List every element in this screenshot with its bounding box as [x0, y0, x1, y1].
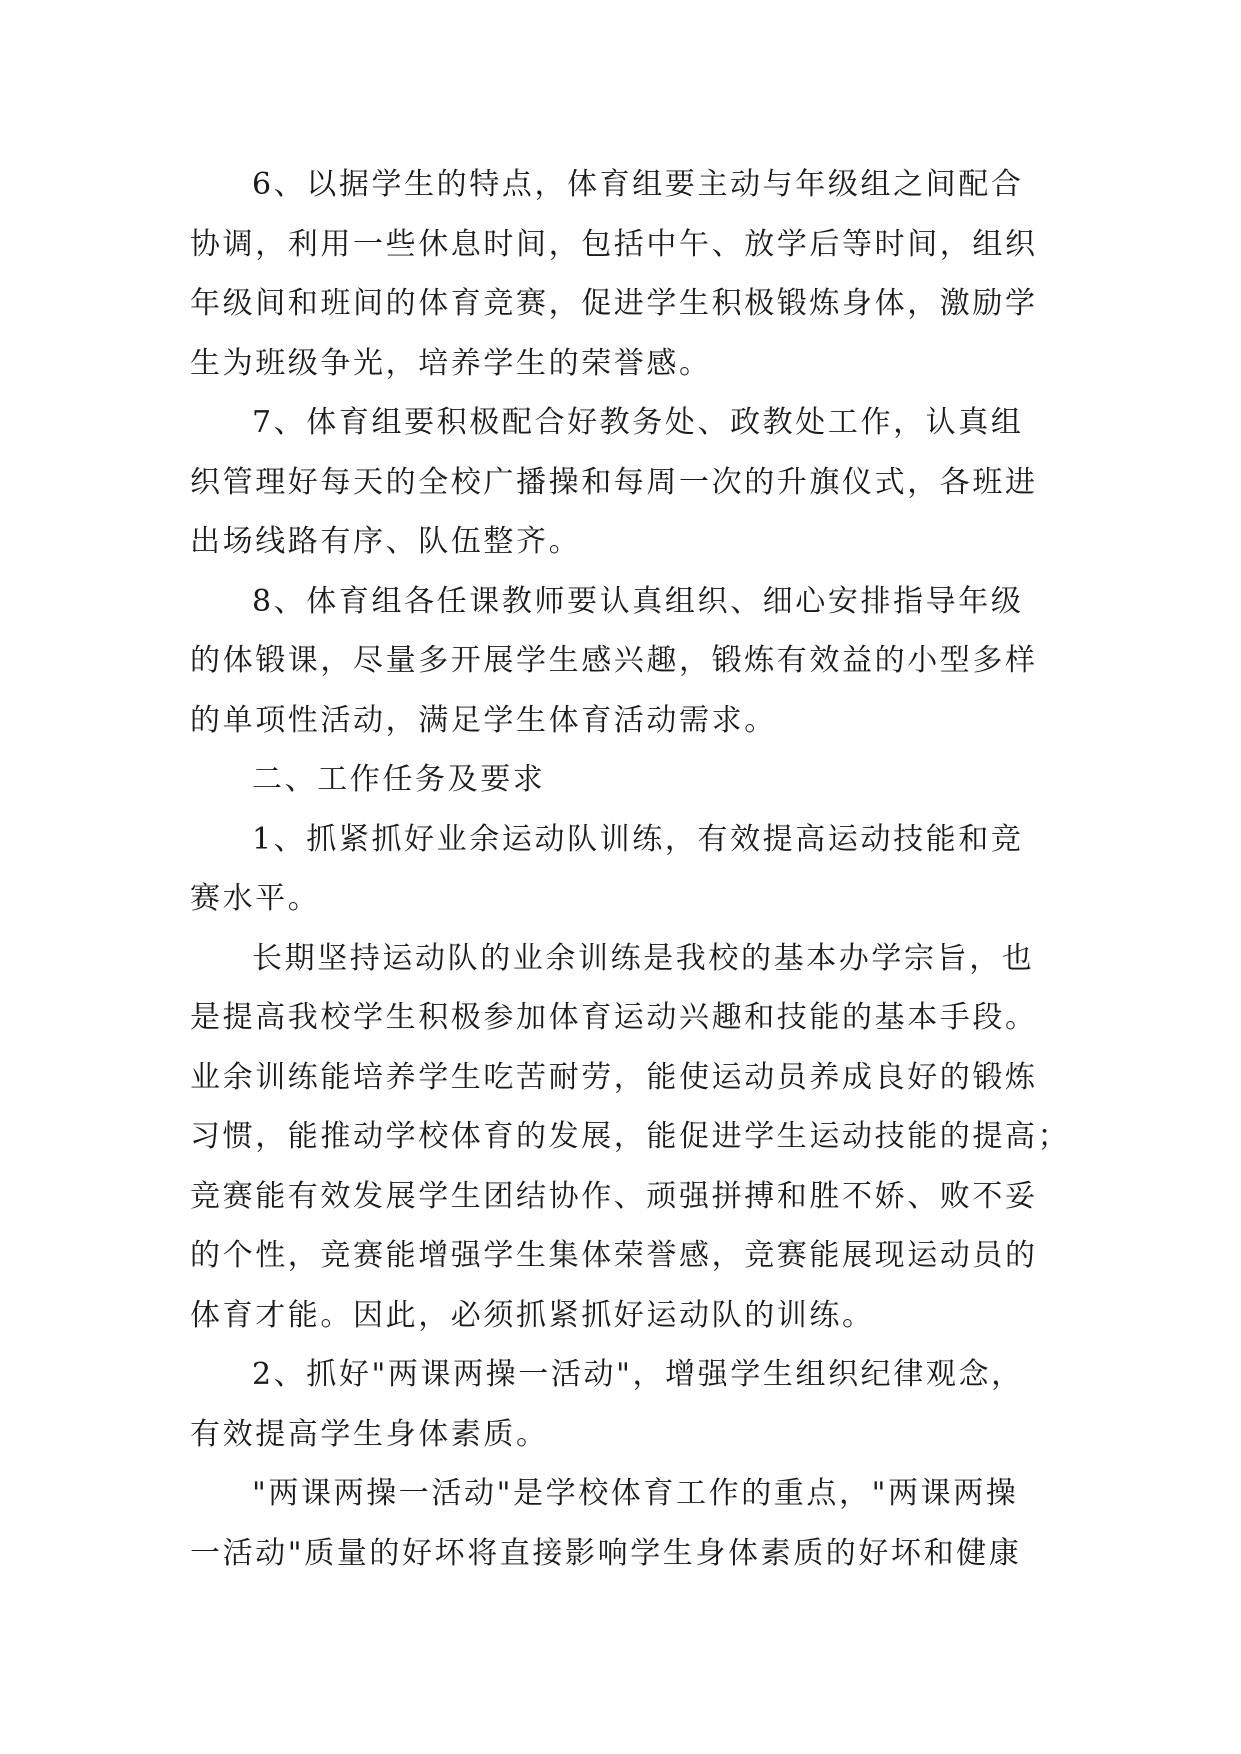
text-line: 2、抓好"两课两操一活动"，增强学生组织纪律观念， — [252, 1357, 1024, 1392]
task-2-description — [190, 1464, 1070, 1583]
text-line: 的个性，竞赛能增强学生集体荣誉感，竞赛能展现运动员的 — [190, 1238, 1038, 1273]
section-heading-text: 二、工作任务及要求 — [252, 762, 546, 797]
text-line: 赛水平。 — [190, 881, 321, 916]
document-body — [190, 155, 1070, 1583]
paragraph-item-6 — [190, 155, 1070, 393]
text-line: 出场线路有序、队伍整齐。 — [190, 524, 582, 559]
text-line: 的体锻课，尽量多开展学生感兴趣，锻炼有效益的小型多样 — [190, 643, 1038, 678]
task-item-2 — [190, 1345, 1070, 1464]
paragraph-item-8 — [190, 572, 1070, 751]
text-line: 长期坚持运动队的业余训练是我校的基本办学宗旨，也 — [252, 940, 1035, 976]
text-line: 有效提高学生身体素质。 — [190, 1416, 549, 1452]
text-line: 竞赛能有效发展学生团结协作、顽强拼搏和胜不娇、败不妥 — [190, 1178, 1038, 1214]
text-line: 年级间和班间的体育竞赛，促进学生积极锻炼身体，激励学 — [190, 286, 1038, 321]
text-line: 生为班级争光，培养学生的荣誉感。 — [190, 345, 712, 381]
text-line: 协调，利用一些休息时间，包括中午、放学后等时间，组织 — [190, 226, 1038, 262]
text-line: 7、体育组要积极配合好教务处、政教处工作，认真组 — [252, 405, 1024, 440]
task-1-description — [190, 929, 1070, 1346]
text-line: "两课两操一活动"是学校体育工作的重点，"两课两操 — [252, 1476, 1019, 1511]
paragraph-item-7 — [190, 393, 1070, 572]
task-item-1 — [190, 810, 1070, 929]
section-heading — [190, 750, 1070, 810]
text-line: 业余训练能培养学生吃苦耐劳，能使运动员养成良好的锻炼 — [190, 1059, 1038, 1095]
text-line: 习惯，能推动学校体育的发展，能促进学生运动技能的提高； — [190, 1119, 1071, 1154]
text-line: 织管理好每天的全校广播操和每周一次的升旗仪式，各班进 — [190, 464, 1038, 500]
text-line: 6、以据学生的特点，体育组要主动与年级组之间配合 — [252, 167, 1024, 202]
text-line: 体育才能。因此，必须抓紧抓好运动队的训练。 — [190, 1297, 875, 1333]
text-line: 一活动"质量的好坏将直接影响学生身体素质的好坏和健康 — [190, 1535, 1022, 1571]
text-line: 是提高我校学生积极参加体育运动兴趣和技能的基本手段。 — [190, 1000, 1038, 1035]
text-line: 的单项性活动，满足学生体育活动需求。 — [190, 702, 777, 738]
text-line: 1、抓紧抓好业余运动队训练，有效提高运动技能和竞 — [252, 821, 1024, 857]
text-line: 8、体育组各任课教师要认真组织、细心安排指导年级 — [252, 583, 1024, 619]
